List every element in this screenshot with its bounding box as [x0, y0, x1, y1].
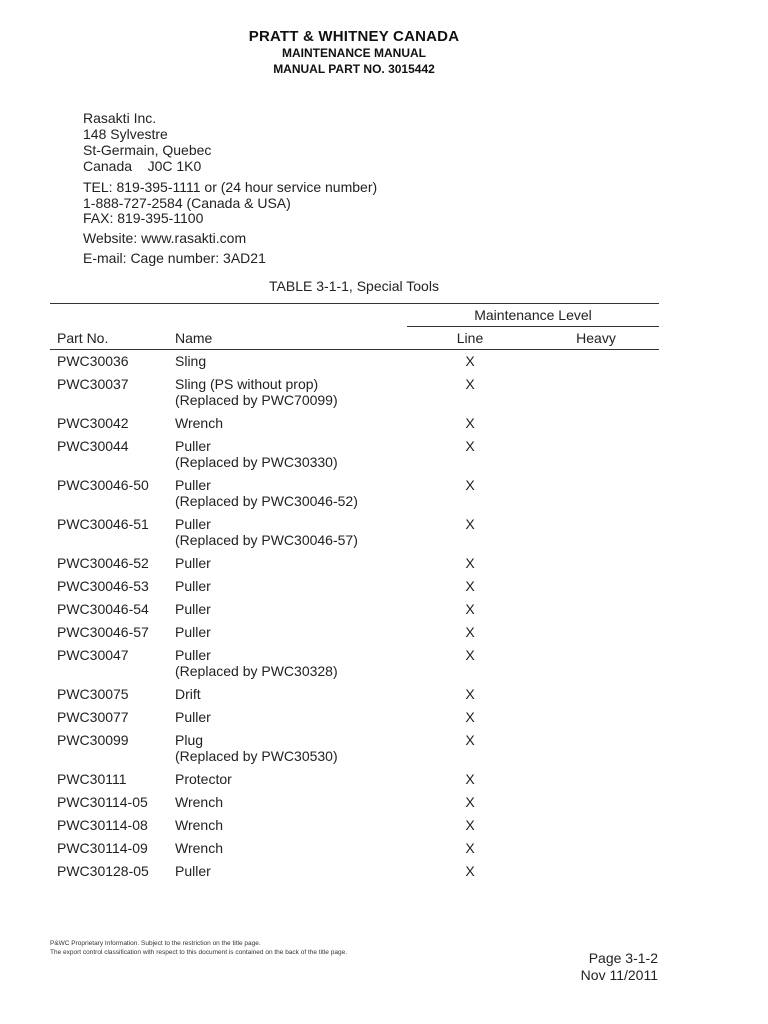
cell-part-no: PWC30036 — [57, 353, 129, 369]
cell-name-replacement: (Replaced by PWC70099) — [175, 392, 338, 408]
cell-name-replacement: (Replaced by PWC30530) — [175, 748, 338, 764]
table-row — [0, 794, 768, 817]
cell-name-primary: Puller — [175, 555, 211, 571]
cell-line-level: X — [465, 415, 475, 431]
cell-line-level: X — [465, 817, 475, 833]
cell-line-level: X — [465, 555, 475, 571]
manual-title: MAINTENANCE MANUAL — [282, 46, 426, 60]
cell-name-primary: Puller — [175, 624, 211, 640]
column-header-part-no: Part No. — [57, 330, 109, 346]
column-header-name: Name — [175, 330, 213, 346]
supplier-tel: TEL: 819-395-1111 or (24 hour service number) — [83, 179, 378, 195]
table-row — [0, 624, 768, 647]
cell-name-replacement: (Replaced by PWC30046-57) — [175, 532, 358, 548]
company-title: PRATT & WHITNEY CANADA — [248, 28, 460, 45]
cell-name-primary: Puller — [175, 709, 211, 725]
cell-part-no: PWC30046-50 — [57, 477, 149, 493]
cell-line-level: X — [465, 624, 475, 640]
cell-line-level: X — [465, 863, 475, 879]
cell-name-primary: Protector — [175, 771, 232, 787]
cell-part-no: PWC30046-53 — [57, 578, 149, 594]
cell-part-no: PWC30044 — [57, 438, 129, 454]
cell-name-primary: Drift — [175, 686, 201, 702]
cell-part-no: PWC30111 — [57, 771, 127, 787]
cell-part-no: PWC30047 — [57, 647, 129, 663]
supplier-country: Canada J0C 1K0 — [83, 158, 202, 174]
column-header-line: Line — [456, 330, 484, 346]
maintenance-level-rule — [407, 326, 659, 327]
table-row — [0, 771, 768, 794]
table-row — [0, 415, 768, 438]
cell-name — [175, 686, 201, 702]
cell-part-no: PWC30077 — [57, 709, 129, 725]
cell-name-primary: Puller — [175, 516, 211, 532]
special-tools-table-body — [0, 353, 768, 886]
supplier-email: E-mail: Cage number: 3AD21 — [83, 250, 266, 266]
cell-part-no: PWC30099 — [57, 732, 129, 748]
cell-name — [175, 647, 338, 679]
cell-name-primary: Puller — [175, 578, 211, 594]
cell-part-no: PWC30037 — [57, 376, 129, 392]
cell-part-no: PWC30075 — [57, 686, 129, 702]
cell-name-replacement: (Replaced by PWC30330) — [175, 454, 338, 470]
cell-name-primary: Wrench — [175, 817, 223, 833]
cell-part-no: PWC30046-52 — [57, 555, 149, 571]
table-top-rule — [50, 303, 659, 304]
cell-name-primary: Puller — [175, 438, 211, 454]
cell-name-primary: Sling (PS without prop) — [175, 376, 319, 392]
cell-name — [175, 353, 206, 369]
cell-name — [175, 732, 338, 764]
table-row — [0, 516, 768, 555]
supplier-tel2: 1-888-727-2584 (Canada & USA) — [83, 195, 291, 211]
table-row — [0, 863, 768, 886]
cell-name — [175, 415, 223, 431]
supplier-city: St-Germain, Quebec — [83, 142, 212, 158]
cell-name — [175, 601, 211, 617]
cell-line-level: X — [465, 732, 475, 748]
cell-name — [175, 477, 358, 509]
page-footer — [581, 950, 658, 984]
cell-part-no: PWC30046-54 — [57, 601, 149, 617]
cell-name — [175, 555, 211, 571]
cell-name — [175, 624, 211, 640]
cell-name-replacement: (Replaced by PWC30328) — [175, 663, 338, 679]
cell-name — [175, 376, 338, 408]
maintenance-level-header: Maintenance Level — [474, 307, 592, 323]
cell-name-primary: Puller — [175, 477, 211, 493]
cell-name — [175, 771, 232, 787]
cell-part-no: PWC30046-57 — [57, 624, 149, 640]
cell-name — [175, 516, 358, 548]
table-row — [0, 555, 768, 578]
supplier-fax: FAX: 819-395-1100 — [83, 210, 204, 226]
table-row — [0, 817, 768, 840]
cell-line-level: X — [465, 709, 475, 725]
table-row — [0, 578, 768, 601]
supplier-name: Rasakti Inc. — [83, 110, 157, 126]
cell-name — [175, 438, 338, 470]
cell-name-primary: Puller — [175, 863, 211, 879]
cell-name-primary: Wrench — [175, 840, 223, 856]
cell-part-no: PWC30128-05 — [57, 863, 149, 879]
cell-line-level: X — [465, 601, 475, 617]
supplier-website: Website: www.rasakti.com — [83, 230, 247, 246]
cell-line-level: X — [465, 771, 475, 787]
table-row — [0, 840, 768, 863]
cell-line-level: X — [465, 438, 475, 454]
cell-line-level: X — [465, 477, 475, 493]
table-row — [0, 709, 768, 732]
table-row — [0, 732, 768, 771]
cell-name — [175, 817, 223, 833]
cell-line-level: X — [465, 376, 475, 392]
cell-line-level: X — [465, 686, 475, 702]
table-row — [0, 438, 768, 477]
cell-part-no: PWC30114-05 — [57, 794, 148, 810]
cell-part-no: PWC30046-51 — [57, 516, 149, 532]
page-number: Page 3-1-2 — [588, 950, 658, 966]
cell-name-primary: Wrench — [175, 415, 223, 431]
manual-part-number: MANUAL PART NO. 3015442 — [273, 62, 435, 76]
cell-name-replacement: (Replaced by PWC30046-52) — [175, 493, 358, 509]
proprietary-notice-line-2: The export control classification with respect to this document is contained on the back of the title page. — [50, 949, 347, 956]
proprietary-notice-line-1: P&WC Proprietary Information. Subject to the restriction on the title page. — [50, 940, 261, 947]
revision-date: Nov 11/2011 — [580, 967, 658, 983]
cell-part-no: PWC30114-08 — [57, 817, 148, 833]
cell-line-level: X — [465, 353, 475, 369]
cell-part-no: PWC30042 — [57, 415, 129, 431]
table-row — [0, 601, 768, 624]
cell-name — [175, 794, 223, 810]
cell-name — [175, 840, 223, 856]
table-row — [0, 353, 768, 376]
table-row — [0, 376, 768, 415]
proprietary-notice — [50, 939, 347, 957]
table-row — [0, 647, 768, 686]
table-caption: TABLE 3-1-1, Special Tools — [269, 278, 439, 294]
table-row — [0, 477, 768, 516]
supplier-street: 148 Sylvestre — [83, 126, 168, 142]
cell-name — [175, 863, 211, 879]
cell-line-level: X — [465, 647, 475, 663]
cell-name-primary: Puller — [175, 647, 211, 663]
cell-name-primary: Sling — [175, 353, 207, 369]
cell-name — [175, 709, 211, 725]
cell-name-primary: Puller — [175, 601, 211, 617]
cell-line-level: X — [465, 578, 475, 594]
table-row — [0, 686, 768, 709]
column-header-heavy: Heavy — [576, 330, 616, 346]
cell-line-level: X — [465, 840, 475, 856]
cell-name-primary: Wrench — [175, 794, 223, 810]
cell-part-no: PWC30114-09 — [57, 840, 148, 856]
cell-name — [175, 578, 211, 594]
cell-line-level: X — [465, 516, 475, 532]
cell-line-level: X — [465, 794, 475, 810]
cell-name-primary: Plug — [175, 732, 204, 748]
table-header-rule — [50, 349, 659, 350]
